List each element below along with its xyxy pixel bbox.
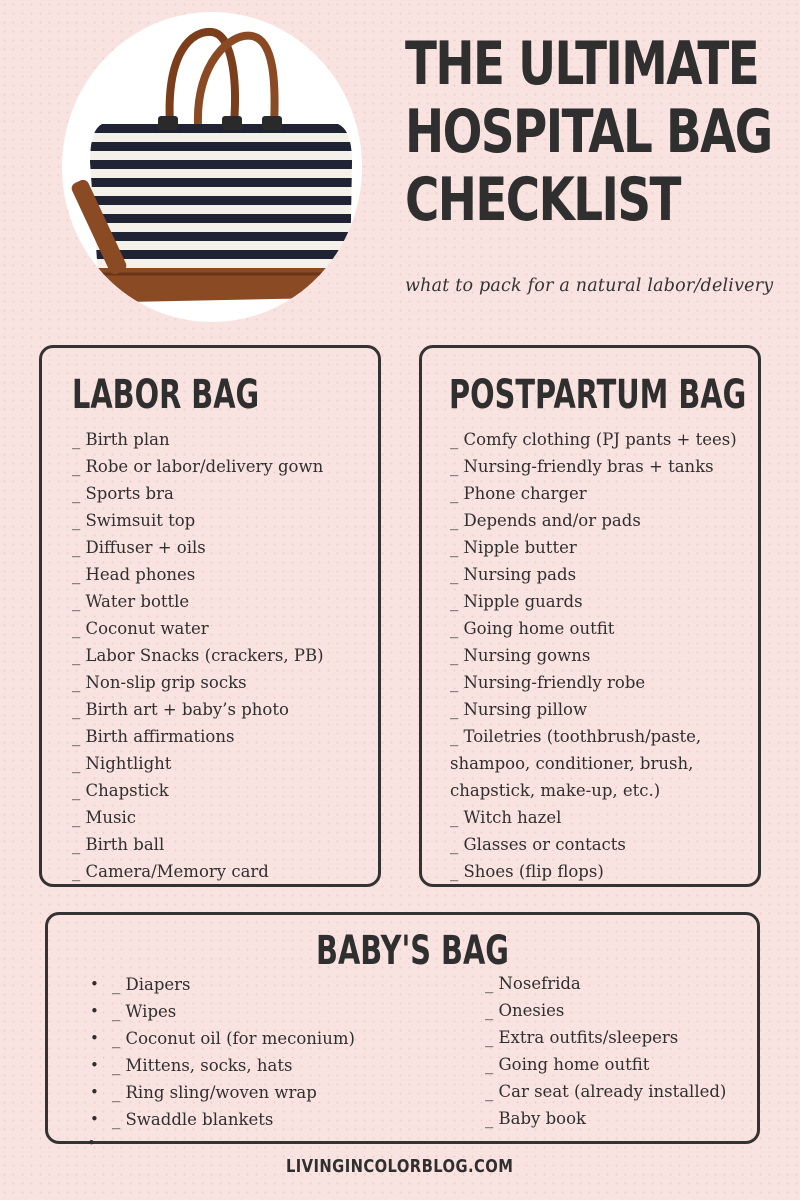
checklist-item: _ Birth ball xyxy=(72,835,165,854)
checklist-item: _ Going home outfit xyxy=(450,619,615,638)
checklist-item: _ Nightlight xyxy=(72,754,172,773)
checklist-item: _ Shoes (flip flops) xyxy=(450,862,604,881)
checklist-item: _ Camera/Memory card xyxy=(72,862,269,881)
checklist-item: _ Toiletries (toothbrush/paste, shampoo, conditioner, brush, chapstick, make-up, etc.) xyxy=(450,727,702,800)
checklist-item: • _ Diapers xyxy=(90,971,355,998)
checklist-item: _ Chapstick xyxy=(72,781,169,800)
baby-bag-list-right xyxy=(485,970,726,1132)
checklist-item: _ Birth affirmations xyxy=(72,727,235,746)
checklist-item: • _ Swaddle blankets xyxy=(90,1106,355,1133)
checklist-item: • _ Coconut oil (for meconium) xyxy=(90,1025,355,1052)
checklist-item: _ Nursing gowns xyxy=(450,646,591,665)
checklist-item: • _ Wipes xyxy=(90,998,355,1025)
title-line: THE ULTIMATE xyxy=(405,29,759,99)
checklist-item: _ Birth plan xyxy=(72,430,170,449)
title-line: HOSPITAL BAG xyxy=(405,97,772,167)
baby-bag-title: BABY'S BAG xyxy=(316,928,509,974)
labor-bag-list xyxy=(72,426,324,885)
checklist-item: _ Nursing pillow xyxy=(450,700,588,719)
checklist-item: _ Nipple butter xyxy=(450,538,577,557)
checklist-item: _ Car seat (already installed) xyxy=(485,1082,727,1101)
checklist-item: _ Nipple guards xyxy=(450,592,583,611)
checklist-item: • _ Ring sling/woven wrap xyxy=(90,1079,355,1106)
checklist-item: _ Nursing pads xyxy=(450,565,577,584)
labor-bag-title: LABOR BAG xyxy=(72,372,260,418)
checklist-item: _ Labor Snacks (crackers, PB) xyxy=(72,646,324,665)
checklist-item: _ Nosefrida xyxy=(485,974,581,993)
postpartum-bag-list xyxy=(450,426,740,885)
checklist-item: • _ Mittens, socks, hats xyxy=(90,1052,355,1079)
checklist-item: _ Depends and/or pads xyxy=(450,511,641,530)
postpartum-bag-section xyxy=(419,345,761,887)
checklist-item: _ Nursing-friendly robe xyxy=(450,673,646,692)
checklist-item: _ Comfy clothing (PJ pants + tees) xyxy=(450,430,737,449)
checklist-item: _ Glasses or contacts xyxy=(450,835,626,854)
checklist-item: _ Diffuser + oils xyxy=(72,538,206,557)
checklist-item: _ Onesies xyxy=(485,1001,565,1020)
checklist-item: _ Coconut water xyxy=(72,619,209,638)
checklist-item: _ Extra outfits/sleepers xyxy=(485,1028,679,1047)
title-line: CHECKLIST xyxy=(405,165,680,235)
checklist-item: _ Non-slip grip socks xyxy=(72,673,247,692)
subtitle: what to pack for a natural labor/delivery xyxy=(405,276,774,296)
bullet-icon: • xyxy=(87,1134,96,1152)
checklist-item: _ Baby book xyxy=(485,1109,587,1128)
checklist-item: _ Swimsuit top xyxy=(72,511,196,530)
checklist-item: _ Birth art + baby’s photo xyxy=(72,700,289,719)
checklist-item: _ Head phones xyxy=(72,565,196,584)
checklist-item: _ Witch hazel xyxy=(450,808,562,827)
postpartum-bag-title: POSTPARTUM BAG xyxy=(449,372,747,418)
checklist-item: _ Robe or labor/delivery gown xyxy=(72,457,324,476)
page-title xyxy=(405,30,772,234)
labor-bag-section xyxy=(39,345,381,887)
checklist-item: _ Water bottle xyxy=(72,592,190,611)
footer-text: LIVINGINCOLORBLOG.COM xyxy=(286,1156,514,1177)
checklist-item: _ Music xyxy=(72,808,137,827)
checklist-item: _ Going home outfit xyxy=(485,1055,650,1074)
checklist-item: _ Sports bra xyxy=(72,484,174,503)
duffel-bag-icon xyxy=(62,12,362,322)
checklist-item: _ Nursing-friendly bras + tanks xyxy=(450,457,714,476)
baby-bag-section xyxy=(45,912,760,1144)
baby-bag-list-left xyxy=(90,971,355,1133)
bag-photo xyxy=(62,12,362,322)
checklist-item: _ Phone charger xyxy=(450,484,587,503)
footer-site-url xyxy=(0,1156,800,1177)
